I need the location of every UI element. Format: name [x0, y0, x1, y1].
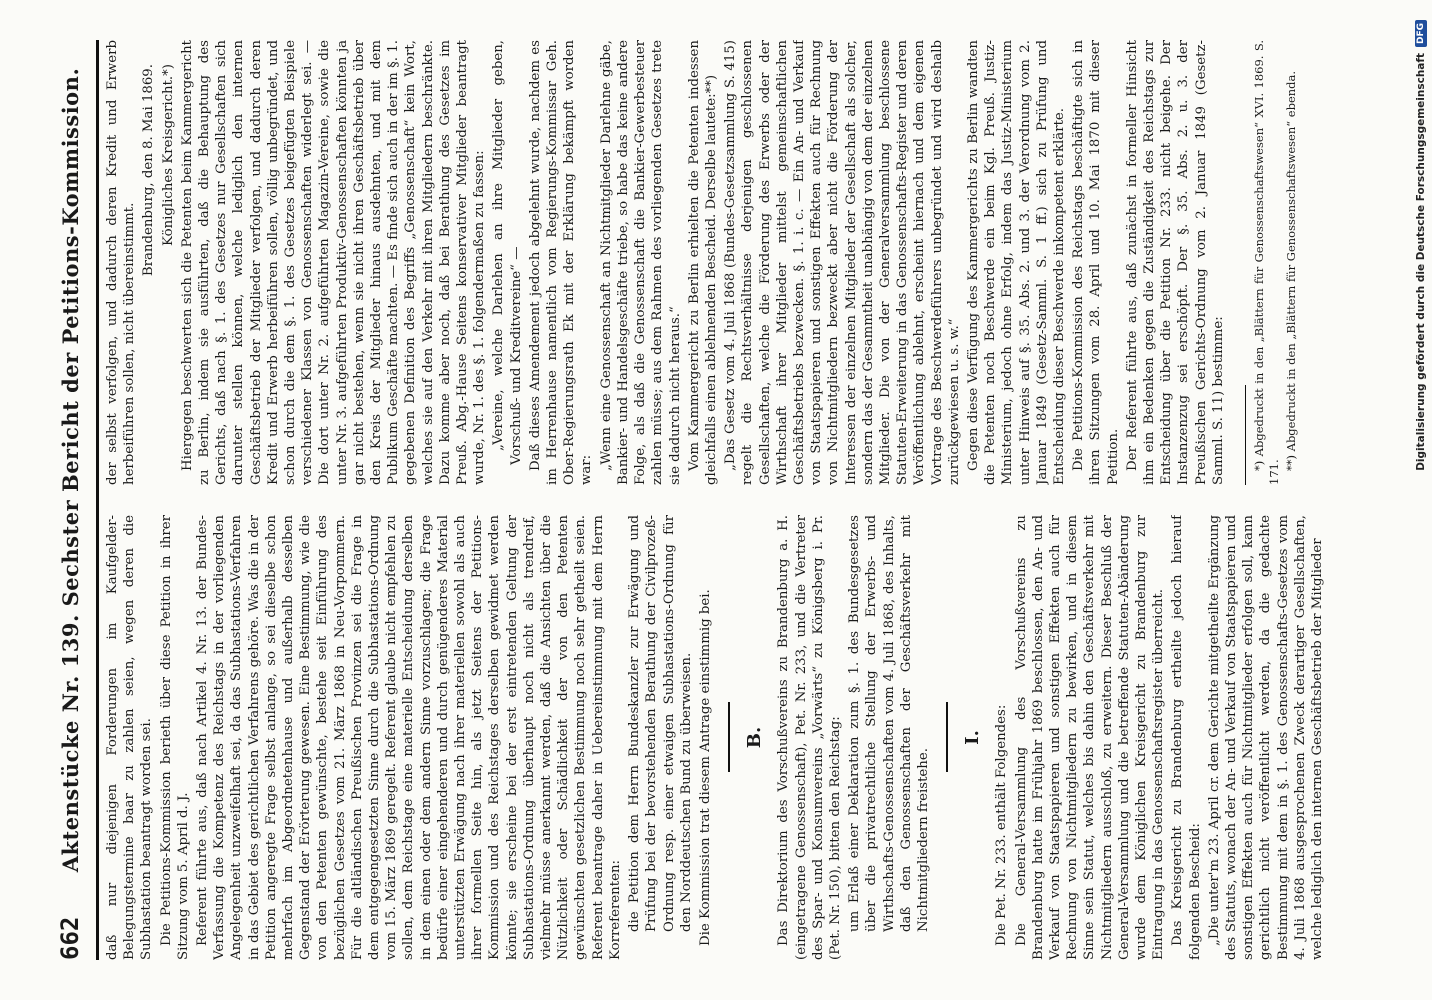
running-title: Aktenstücke Nr. 139. Sechster Bericht der Petitions-Kommission. — [58, 67, 83, 873]
section-heading-b: B. — [744, 726, 766, 749]
section-divider — [946, 703, 948, 773]
page-number: 662 — [56, 916, 84, 960]
right-column — [104, 40, 1354, 485]
paragraph: Die Petitions-Kommission berieth über diese Petition in ihrer Sitzung vom 5. April d. J. — [158, 515, 191, 960]
paragraph: Gegen diese Verfügung des Kammergerichts zu Berlin wandten die Petenten noch Beschwerde ein beim Kgl. Preuß. Justiz-Ministerium, jedoch ohne Erfolg, indem das Justiz-Ministerium unter Hinweis auf §. 35. Abs. 2. und 3. der Verordnung vom 2. Januar 1849 (Gesetz-Samml. S. 1 ff.) sich zu Prüfung und Entscheidung dieser Beschwerde inkompetent erklärte. — [965, 40, 1067, 485]
paragraph: Referent führte aus, daß nach Artikel 4. Nr. 13. der Bundes-Verfassung die Kompetenz des Reichstags in der vorliegenden Angelegenheit unzweifelhaft sei, da das Subhastations-Verfahren in das Gebiet des gerichtlichen Verfahrens gehöre. Was die in der Petition angeregte Frage selbst anlange, so sei dieselbe schon mehrfach im Abgeordnetenhause und außerhalb desselben Gegenstand der Erörterung gewesen. Eine Bestimmung, wie die von den Petenten gewünschte, bestehe seit Einführung des bezüglichen Gesetzes vom 21. März 1868 in Neu-Vorpommern. Für die altländischen Preußischen Provinzen sei die Frage in dem entgegengesetzten Sinne durch die Subhastations-Ordnung vom 15. März 1869 geregelt. Referent glaube nicht empfehlen zu sollen, dem Reichstage eine materielle Entscheidung derselben in dem einen oder dem andern Sinne vorzuschlagen; die Frage bedürfe einer eingehenderen und durch genügenderes Material unterstützten Erwägung nach ihrer materiellen sowohl als auch ihrer formellen Seite hin, als jetzt Seitens der Petitions-Kommission und des Reichstages derselben gewidmet werden könnte; sie erscheine bei der erst eintretenden Geltung der Subhastations-Ordnung überhaupt noch nicht als trendreif, vielmehr müsse anerkannt werden, daß die Ansichten über die Nützlichkeit oder Schädlichkeit der von den Petenten gewünschten gesetzlichen Bestimmung noch sehr getheilt seien. Referent beantrage daher in Uebereinstimmung mit dem Herrn Korreferenten: — [195, 515, 623, 960]
paragraph: Der Referent führte aus, daß zunächst in formeller Hinsicht ihm ein Bedenken gegen die Zuständigkeit des Reichstags zur Entscheidung über die Petition Nr. 233. nicht beigehe. Der Instanzenzug sei erschöpft. Der §. 35. Abs. 2. u. 3. der Preußischen Gerichts-Ordnung vom 2. Januar 1849 (Gesetz-Samml. S. 11) bestimme: — [1124, 40, 1226, 485]
quotation: „Vereine, welche Darlehen an ihre Mitglieder geben, Vorschuß- und Kreditvereine“ — — [491, 40, 524, 465]
paragraph: daß nur diejenigen Forderungen im Kaufgelder-Belegungstermine baar zu zahlen seien, wegen deren die Subhastation beantragt worden sei. — [105, 515, 155, 960]
page-header — [56, 40, 99, 960]
footnote: **) Abgedruckt in den „Blättern für Genossenschaftswesen“ ebenda. — [1284, 70, 1298, 471]
motion-text: die Petition dem Herrn Bundeskanzler zur Erwägung und Prüfung bei der bevorstehenden Berathung der Civilprozeß-Ordnung resp. einer etwaigen Subhastations-Ordnung für den Norddeutschen Bund zu überweisen. — [627, 515, 694, 932]
paragraph: Daß dieses Amendement jedoch abgelehnt wurde, nachdem es im Herrenhause namentlich vom Regierungs-Kommissar Geh. Ober-Regierungsrath Ek mit der Erklärung bekämpft worden war: — [527, 40, 595, 485]
footnote-divider — [1245, 385, 1246, 485]
paragraph: um Erlaß einer Deklaration zum §. 1. des Bundesgesetzes über die privatrechtliche Stellung der Erwerbs- und Wirthschafts-Genossenschaften vom 4. Juli 1868, des Inhalts, daß den Genossenschaften der Geschäftsverkehr mit Nichtmitgliedern freistehe. — [847, 515, 931, 932]
credit-text: Digitalisierung gefördert durch die Deutsche Forschungsgemeinschaft — [1415, 53, 1427, 471]
paragraph: der selbst verfolgen, und dadurch deren Kredit und Erwerb herbeiführen sollen, nicht übereinstimmt. — [105, 40, 138, 485]
section-divider — [728, 703, 730, 773]
paragraph: Die General-Versammlung des Vorschußvereins zu Brandenburg hatte im Frühjahr 1869 beschlossen, den An- und Verkauf von Staatspapieren und sonstigen Effekten auch für Rechnung von Nichtmitgliedern zu bewirken, und in diesem Sinne sein Statut, welches bis dahin den Geschäftsverkehr mit Nichtmitgliedern ausschloß, zu erweitern. Dieser Beschluß der General-Versammlung und die betreffende Statuten-Abänderung wurde dem Königlichen Kreisgericht zu Brandenburg zur Eintragung in das Genossenschaftsregister überreicht. — [1013, 515, 1167, 960]
paragraph: Das Kreisgericht zu Brandenburg ertheilte jedoch hierauf folgenden Bescheid: — [1170, 515, 1203, 960]
dfg-logo: DFG — [1415, 20, 1427, 47]
paragraph: Die Pet. Nr. 233. enthält Folgendes: — [994, 704, 1010, 946]
paragraph: Hiergegen beschwerten sich die Petenten beim Kammergericht zu Berlin, indem sie ausführten, daß die Behauptung des Gerichts, daß nach §. 1. des Gesetzes nur Gesellschaften sich darunter stellen können, welche lediglich den internen Geschäftsbetrieb der Mitglieder verfolgen, und dadurch deren Kredit und Erwerb herbeiführen sollen, völlig unbegründet, und schon durch die dem §. 1. des Gesetzes beigefügten Beispiele verschiedener Klassen von Genossenschaften widerlegt sei. — Die dort unter Nr. 2. aufgeführten Magazin-Vereine, sowie die unter Nr. 3. aufgeführten Produktiv-Genossenschaften könnten ja gar nicht bestehen, wenn sie nicht ihren Geschäftsbetrieb über den Kreis der Mitglieder hinaus ausdehnten, und mit dem Publikum Geschäfte machten. — Es finde sich auch in der im §. 1. gegebenen Definition des Begriffs „Genossenschaft“ kein Wort, welches sie auf den Verkehr mit ihren Mitgliedern beschränkte. Dazu komme aber noch, daß bei Berathung des Gesetzes im Preuß. Abg.-Hause Seitens konservativer Mitglieder beantragt wurde, Nr. 1. des §. 1. folgendermaßen zu fassen: — [179, 40, 488, 485]
paragraph: Vom Kammergericht zu Berlin erhielten die Petenten indessen gleichfalls einen ablehnenden Bescheid. Derselbe lautete:**) — [686, 40, 719, 485]
quotation: „Wenn eine Genossenschaft an Nichtmitglieder Darlehne gäbe, Bankier- und Handelsgeschäfte triebe, so habe das keine andere Folge, als daß die Genossenschaft die Bankier-Gewerbesteuer zahlen müsse; aus dem Rahmen des vorliegenden Gesetzes trete sie dadurch nicht heraus.“ — [598, 40, 683, 485]
left-column — [104, 515, 1354, 960]
paragraph: Das Direktorium des Vorschußvereins zu Brandenburg a. H. (eingetragene Genossenschaft), Pet. Nr. 233, und die Vertreter des Spar- und Konsumvereins „Vorwärts“ zu Königsberg i. Pr. (Pet. Nr. 150), bitten den Reichstag: — [776, 515, 843, 960]
paragraph: Die Petitions-Kommission des Reichstags beschäftigte sich in ihren Sitzungen vom 28. April und 10. Mai 1870 mit dieser Petition. — [1071, 40, 1121, 485]
signoff-place: Brandenburg, den 8. Mai 1869. — [141, 64, 157, 277]
quoted-decision: „Die unter'm 23. April cr. dem Gerichte mitgetheilte Ergänzung des Statuts, wonach der An- und Verkauf von Staatspapieren und sonstigen Effekten auch für Nichtmitglieder erfolgen soll, kann gerichtlich nicht veröffentlicht werden, da die gedachte Bestimmung mit dem in §. 1. des Genossenschafts-Gesetzes vom 4. Juli 1868 ausgesprochenen Zweck derartiger Gesellschaften, welche lediglich den internen Geschäftsbetrieb der Mitglieder — [1206, 515, 1325, 960]
quotation: „Das Gesetz vom 4. Juli 1868 (Bundes-Gesetzsammlung S. 415) regelt die Rechtsverhältnisse derjenigen geschlossenen Gesellschaften, welche die Förderung des Erwerbs oder der Wirthschaft ihrer Mitglieder mittelst gemeinschaftlichen Geschäftsbetriebs bezwecken. §. 1. i. c. — Ein An- und Verkauf von Staatspapieren und sonstigen Effekten auch für Rechnung von Nichtmitgliedern bezweckt aber nicht die Förderung der Interessen der einzelnen Mitglieder der Gesellschaft als solcher, sondern das der Gesammtheit unabhängig von dem der einzelnen Mitglieder. Die von der Generalversammlung beschlossene Statuten-Erweiterung in das Genossenschafts-Register und deren Veröffentlichung ablehnt, erscheint hiernach und dem eigenen Vortrage des Beschwerdeführers unbegründet und wird deshalb zurückgewiesen u. s. w.“ — [723, 40, 962, 485]
footnote: *) Abgedruckt in den „Blättern für Genossenschaftswesen“ XVI. 1869. S. 171. — [1252, 40, 1281, 485]
digitization-credit — [1410, 0, 1432, 1000]
section-heading-i: I. — [962, 730, 984, 745]
signoff-court: Königliches Kreisgericht.*) — [160, 64, 176, 246]
paragraph: Die Kommission trat diesem Antrage einstimmig bei. — [697, 589, 713, 946]
